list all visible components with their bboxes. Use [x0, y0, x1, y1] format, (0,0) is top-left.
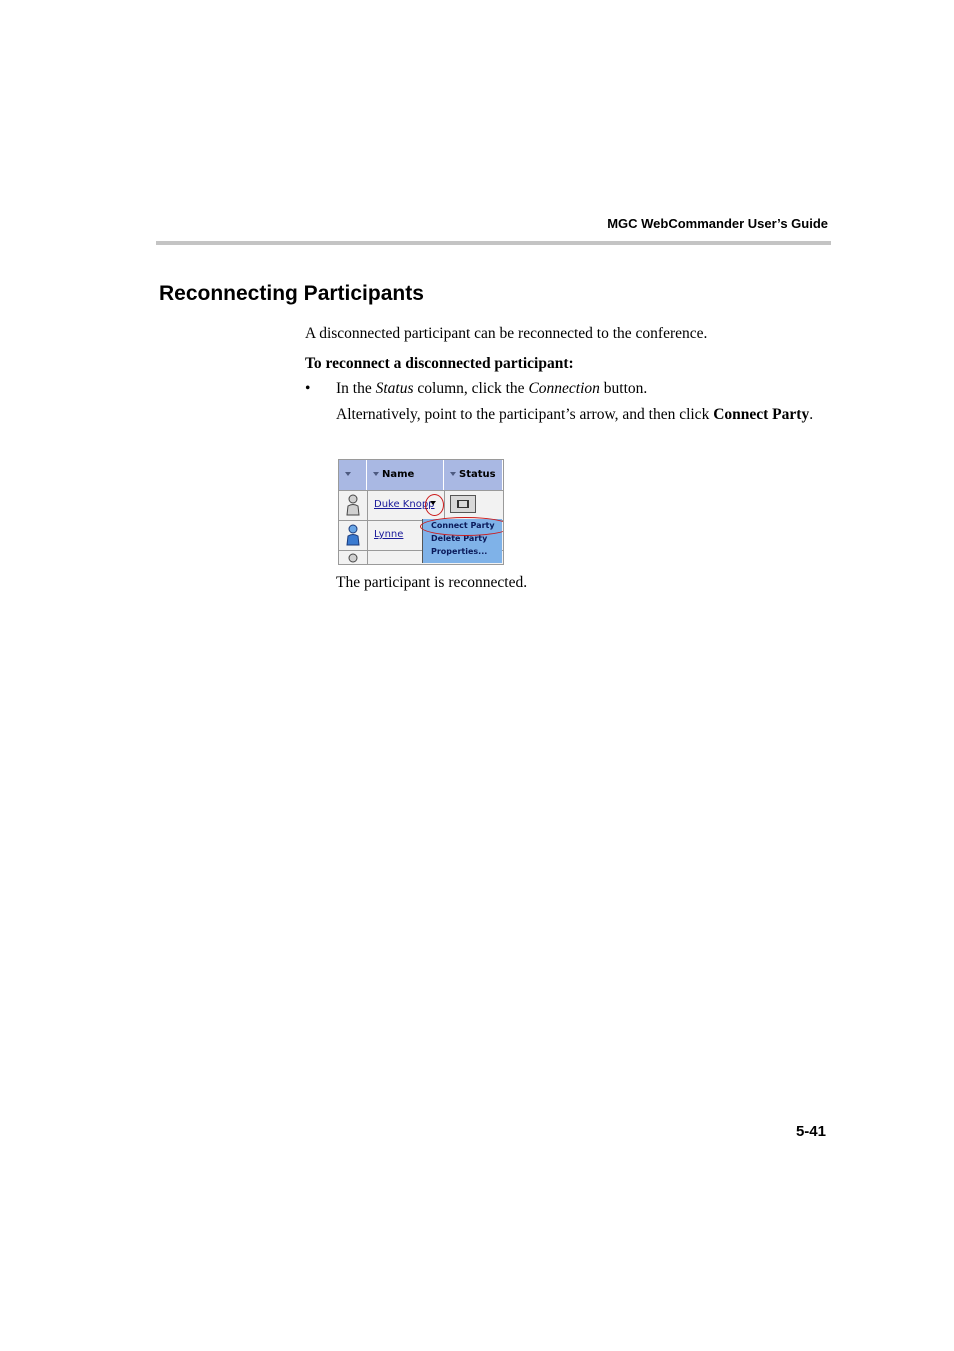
status-term: Status [375, 380, 414, 397]
participant-name-link[interactable]: Duke Knopp [374, 499, 435, 510]
participant-disconnected-icon [346, 494, 360, 516]
column-header-status[interactable] [444, 460, 503, 490]
participant-disconnected-icon [346, 553, 360, 565]
step-text: column, click the [413, 380, 529, 397]
column-header-name[interactable] [367, 460, 444, 490]
column-header-label: Status [459, 469, 496, 480]
alternative-text: Alternatively, point to the participant’s arrow, and then click [336, 406, 714, 423]
connection-button[interactable] [450, 495, 476, 513]
intro-paragraph: A disconnected participant can be reconnected to the conference. [305, 325, 708, 342]
highlight-ellipse-connect [420, 517, 504, 536]
participants-screenshot [338, 459, 504, 565]
menu-item-delete-party[interactable]: Delete Party [431, 534, 488, 543]
participant-name-link[interactable]: Lynne [374, 529, 404, 540]
sort-arrow-icon [373, 472, 379, 476]
connection-term: Connection [528, 380, 600, 397]
result-paragraph: The participant is reconnected. [336, 574, 528, 591]
row-divider [339, 490, 503, 491]
step-text: In the [336, 380, 376, 397]
sort-arrow-icon [450, 472, 456, 476]
column-header-label: Name [382, 469, 415, 480]
column-header-icon[interactable] [339, 460, 367, 490]
running-head: MGC WebCommander User’s Guide [607, 216, 828, 231]
column-divider [367, 490, 368, 564]
highlight-circle-arrow [425, 494, 444, 516]
step-paragraph [336, 379, 647, 399]
procedure-title: To reconnect a disconnected participant: [305, 355, 574, 372]
page-number: 5-41 [795, 1123, 826, 1140]
alternative-paragraph [336, 405, 816, 425]
plug-icon [457, 500, 469, 508]
sort-arrow-icon [345, 472, 351, 476]
menu-item-properties[interactable]: Properties... [431, 547, 488, 556]
connect-party-term: Connect Party [713, 406, 810, 423]
section-title: Reconnecting Participants [159, 282, 424, 305]
header-rule [156, 241, 831, 245]
column-divider [444, 490, 445, 520]
participant-connected-icon [346, 524, 360, 546]
step-text: button. [599, 380, 648, 397]
menu-item-connect-party[interactable]: Connect Party [431, 521, 495, 530]
bullet-marker: • [305, 380, 311, 397]
alternative-text: . [809, 406, 814, 423]
